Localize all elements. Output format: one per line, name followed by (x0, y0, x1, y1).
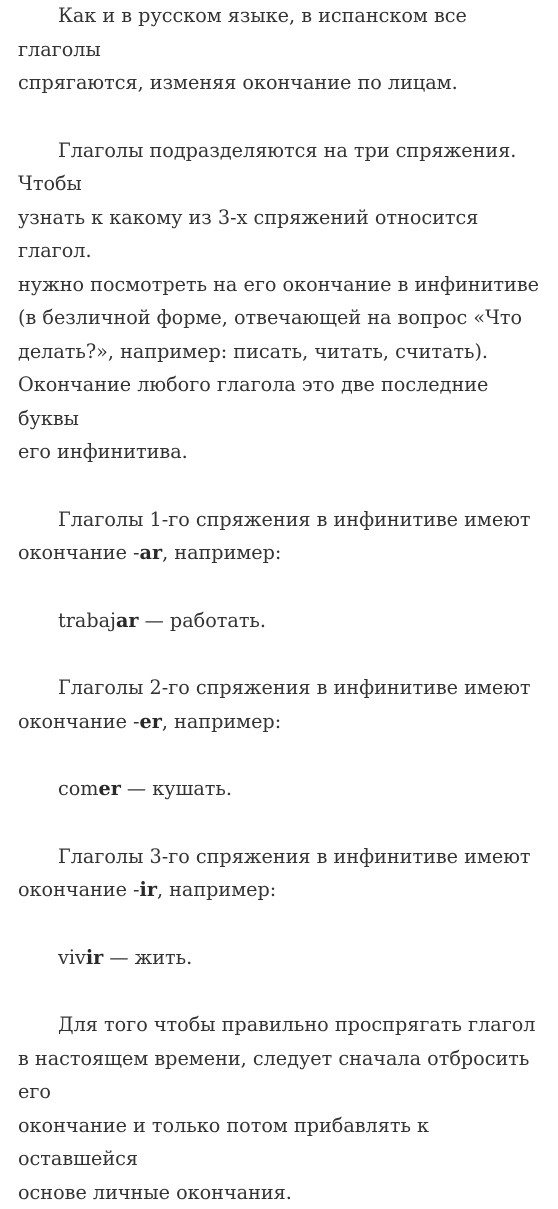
text-fragment: окончание - (18, 541, 140, 564)
ending-highlight: er (140, 710, 162, 733)
text-line: делать?», например: писать, читать, считать). (18, 335, 540, 369)
verb-stem: trabaj (58, 609, 116, 632)
text-line: в настоящем времени, следует сначала отбросить его (18, 1042, 540, 1109)
text-line: Глаголы 3-го спряжения в инфинитиве имеют (18, 840, 540, 874)
text-fragment: , например: (162, 541, 281, 564)
second-conjugation-example (18, 772, 540, 806)
ending-highlight: ir (86, 946, 103, 969)
first-conjugation-paragraph (18, 503, 540, 570)
ending-highlight: ir (140, 878, 157, 901)
text-line: его инфинитива. (18, 435, 540, 469)
third-conjugation-example (18, 941, 540, 975)
text-line: узнать к какому из 3-х спряжений относится глагол. (18, 201, 540, 268)
ending-highlight: er (99, 777, 121, 800)
text-line: Глаголы 2-го спряжения в инфинитиве имеют (18, 671, 540, 705)
paragraph-gap (18, 907, 540, 941)
text-line: Окончание любого глагола это две последние буквы (18, 368, 540, 435)
document-page (18, 0, 540, 1209)
text-line: основе личные окончания. (18, 1176, 540, 1209)
text-line: окончание и только потом прибавлять к оставшейся (18, 1109, 540, 1176)
ending-highlight: ar (140, 541, 163, 564)
first-conjugation-example (18, 604, 540, 638)
paragraph-gap (18, 100, 540, 134)
second-conjugation-paragraph (18, 671, 540, 738)
text-line: (в безличной форме, отвечающей на вопрос «Что (18, 301, 540, 335)
paragraph-gap (18, 570, 540, 604)
text-fragment: окончание - (18, 710, 140, 733)
verb-translation: — работать. (139, 609, 266, 632)
verb-translation: — жить. (103, 946, 192, 969)
text-fragment: , например: (162, 710, 281, 733)
text-line: Как и в русском языке, в испанском все глаголы (18, 0, 540, 66)
text-line: Для того чтобы правильно проспрягать глагол (18, 1008, 540, 1042)
conjugation-intro-paragraph (18, 134, 540, 469)
text-line (18, 536, 540, 570)
text-line: Глаголы подразделяются на три спряжения. Чтобы (18, 134, 540, 201)
paragraph-gap (18, 637, 540, 671)
ending-highlight: ar (116, 609, 139, 632)
intro-paragraph (18, 0, 540, 100)
paragraph-gap (18, 738, 540, 772)
text-line: спрягаются, изменяя окончание по лицам. (18, 66, 540, 100)
verb-stem: com (58, 777, 99, 800)
conjugation-method-paragraph (18, 1008, 540, 1209)
text-fragment: окончание - (18, 878, 140, 901)
text-line (18, 873, 540, 907)
text-line: Глаголы 1-го спряжения в инфинитиве имеют (18, 503, 540, 537)
paragraph-gap (18, 469, 540, 503)
text-fragment: , например: (157, 878, 276, 901)
text-line: нужно посмотреть на его окончание в инфинитиве (18, 268, 540, 302)
paragraph-gap (18, 806, 540, 840)
text-line (18, 705, 540, 739)
verb-translation: — кушать. (121, 777, 232, 800)
paragraph-gap (18, 974, 540, 1008)
third-conjugation-paragraph (18, 840, 540, 907)
verb-stem: viv (58, 946, 86, 969)
